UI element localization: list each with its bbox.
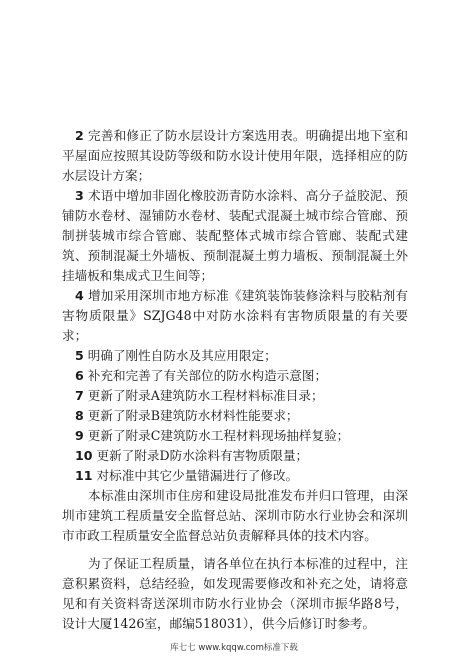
item-text: 增加采用深圳市地方标准《建筑装饰装修涂料与胶粘剂有害物质限量》SZJG48中对防水涂料有害物质限量的有关要求； [62, 288, 408, 343]
revision-item [62, 406, 408, 426]
feedback-paragraph: 为了保证工程质量，请各单位在执行本标准的过程中，注意积累资料，总结经验，如发现需要修改和补充之处，请将意见和有关资料寄送深圳市防水行业协会（深圳市振华路8号，设计大厦1426室，邮编518031），供今后修订时参考。 [62, 556, 408, 631]
revision-list [62, 126, 408, 486]
revision-item [62, 286, 408, 346]
item-text: 更新了附录B建筑防水材料性能要求； [87, 408, 299, 423]
item-number: 2 [75, 128, 84, 143]
item-text: 更新了附录A建筑防水工程材料标准目录； [87, 388, 324, 403]
revision-item [62, 446, 408, 466]
revision-item [62, 466, 408, 486]
document-body [62, 126, 408, 634]
item-text: 完善和修正了防水层设计方案选用表。明确提出地下室和平屋面应按照其设防等级和防水设计使用年限，选择相应的防水层设计方案； [62, 128, 408, 183]
item-text: 明确了刚性自防水及其应用限定； [87, 348, 277, 363]
revision-item [62, 426, 408, 446]
item-number: 5 [75, 348, 84, 363]
revision-item [62, 346, 408, 366]
item-text: 术语中增加非固化橡胶沥青防水涂料、高分子益胶泥、预铺防水卷材、湿铺防水卷材、装配式混凝土城市综合管廊、预制拼装城市综合管廊、装配整体式城市综合管廊、装配式建筑、预制混凝土外墙板、预制混凝土剪力墙板、预制混凝土外挂墙板和集成式卫生间等； [62, 188, 408, 283]
item-text: 更新了附录C建筑防水工程材料现场抽样复验； [87, 428, 350, 443]
item-number: 10 [75, 448, 93, 463]
item-number: 4 [75, 288, 84, 303]
item-text: 更新了附录D防水涂料有害物质限量； [96, 448, 309, 463]
item-text: 对标准中其它少量错漏进行了修改。 [96, 468, 299, 483]
item-text: 补充和完善了有关部位的防水构造示意图； [87, 368, 328, 383]
revision-item [62, 126, 408, 186]
management-paragraph: 本标准由深圳市住房和建设局批准发布并归口管理，由深圳市建筑工程质量安全监督总站、深圳市防水行业协会和深圳市市政工程质量安全监督总站负责解释具体的技术内容。 [62, 488, 408, 543]
revision-item [62, 386, 408, 406]
item-number: 11 [75, 468, 93, 483]
item-number: 8 [75, 408, 84, 423]
item-number: 7 [75, 388, 84, 403]
revision-item [62, 366, 408, 386]
item-number: 6 [75, 368, 84, 383]
item-number: 9 [75, 428, 84, 443]
revision-item [62, 186, 408, 286]
page-footer: 库七七 www.kqqw.com标准下载 [170, 643, 298, 653]
item-number: 3 [75, 188, 84, 203]
